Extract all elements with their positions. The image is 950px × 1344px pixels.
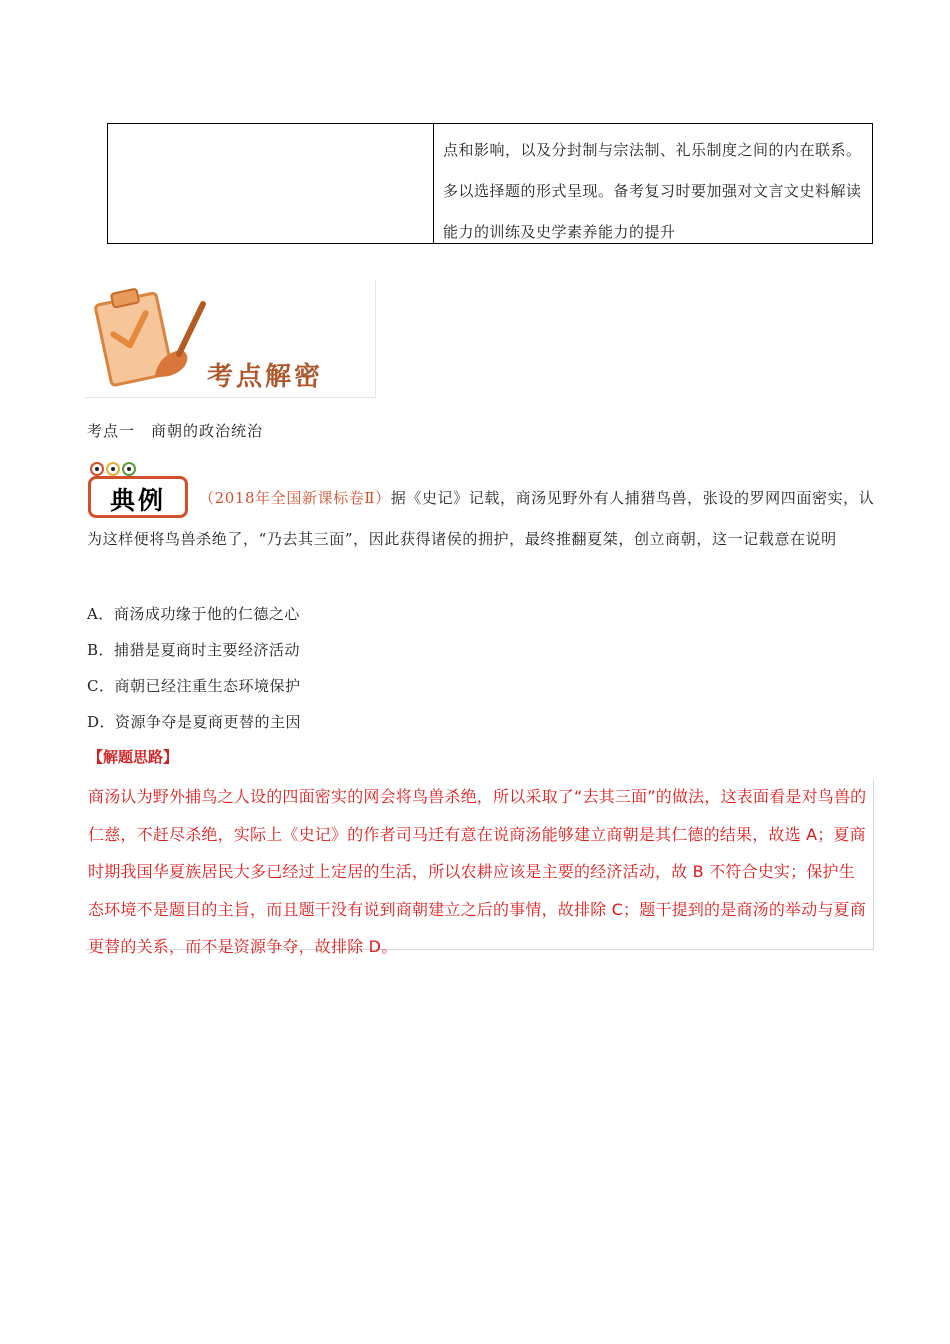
badge-label: 典例 xyxy=(109,486,166,515)
badge-dot-icon xyxy=(106,462,120,476)
analysis-heading: 【解题思路】 xyxy=(88,748,179,766)
section-title: 考点一 商朝的政治统治 xyxy=(87,422,264,440)
option-a: A．商汤成功缘于他的仁德之心 xyxy=(87,605,300,623)
summary-table xyxy=(107,123,873,244)
analysis-text: 商汤认为野外捕鸟之人设的四面密实的网会将鸟兽杀绝，所以采取了“去其三面”的做法，这表面看是对鸟兽的仁慈，不赶尽杀绝，实际上《史记》的作者司马迁有意在说商汤能够建立商朝是其仁德的结果，故选 A；夏商时期我国华夏族居民大多已经过上定居的生活，所以农耕应该是主要的经济活动，故 B 不符合史实；保护生态环境不是题目的主旨，而且题干没有说到商朝建立之后的事情，故排除 C；题干提到的是商汤的举动与夏商更替的关系，而不是资源争夺，故排除 D。 xyxy=(88,787,867,956)
question-source: （2018年全国新课标卷Ⅱ） xyxy=(199,489,391,507)
section-banner xyxy=(85,280,376,398)
analysis-box xyxy=(86,780,874,956)
option-c: C．商朝已经注重生态环境保护 xyxy=(87,677,301,695)
badge-dot-icon xyxy=(122,462,136,476)
option-b: B．捕猎是夏商时主要经济活动 xyxy=(87,641,301,659)
table-column-divider xyxy=(433,124,434,243)
table-cell-text: 点和影响，以及分封制与宗法制、礼乐制度之间的内在联系。多以选择题的形式呈现。备考复习时要加强对文言文史料解读能力的训练及史学素养能力的提升 xyxy=(443,141,862,241)
banner-title: 考点解密 xyxy=(207,362,324,392)
option-d: D．资源争夺是夏商更替的主因 xyxy=(87,713,302,731)
clipboard-brush-icon xyxy=(85,280,215,397)
badge-dot-icon xyxy=(90,462,104,476)
question-stem xyxy=(87,478,877,560)
question-text: 据《史记》记载，商汤见野外有人捕猎鸟兽，张设的罗网四面密实，认为这样便将鸟兽杀绝了，“乃去其三面”，因此获得诸侯的拥护，最终推翻夏桀，创立商朝，这一记载意在说明 xyxy=(87,489,875,548)
